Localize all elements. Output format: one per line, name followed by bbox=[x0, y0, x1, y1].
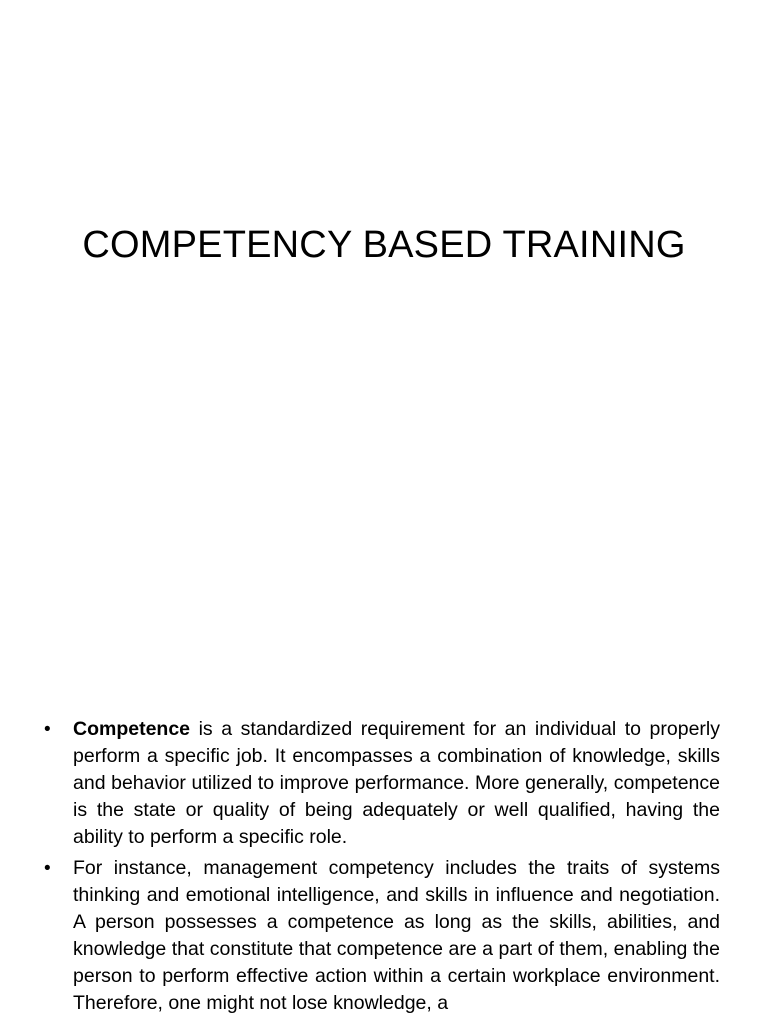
bullet-list bbox=[44, 716, 720, 1021]
slide-title: COMPETENCY BASED TRAINING bbox=[82, 224, 686, 266]
bullet-item-instance bbox=[44, 855, 720, 1017]
bullet-item-competence bbox=[44, 716, 720, 851]
bullet-text: For instance, management competency includes the traits of systems thinking and emotional intelligence, and skills in influence and negotiation. A person possesses a competence as long as the skills, abilities, and knowledge that constitute that competence are a part of them, enabling the person to perform effective action within a certain workplace environment. Therefore, one might not lose knowledge, a bbox=[73, 857, 720, 1014]
bullet-icon: • bbox=[44, 858, 51, 879]
bullet-text: is a standardized requirement for an individual to properly perform a specific job. It encompasses a combination of knowledge, skills and behavior utilized to improve performance. More generally, competence is the state or quality of being adequately or well qualified, having the ability to perform a specific role. bbox=[73, 718, 720, 848]
bullet-term: Competence bbox=[73, 718, 191, 740]
bullet-icon: • bbox=[44, 719, 51, 740]
content-slide bbox=[0, 698, 768, 1024]
